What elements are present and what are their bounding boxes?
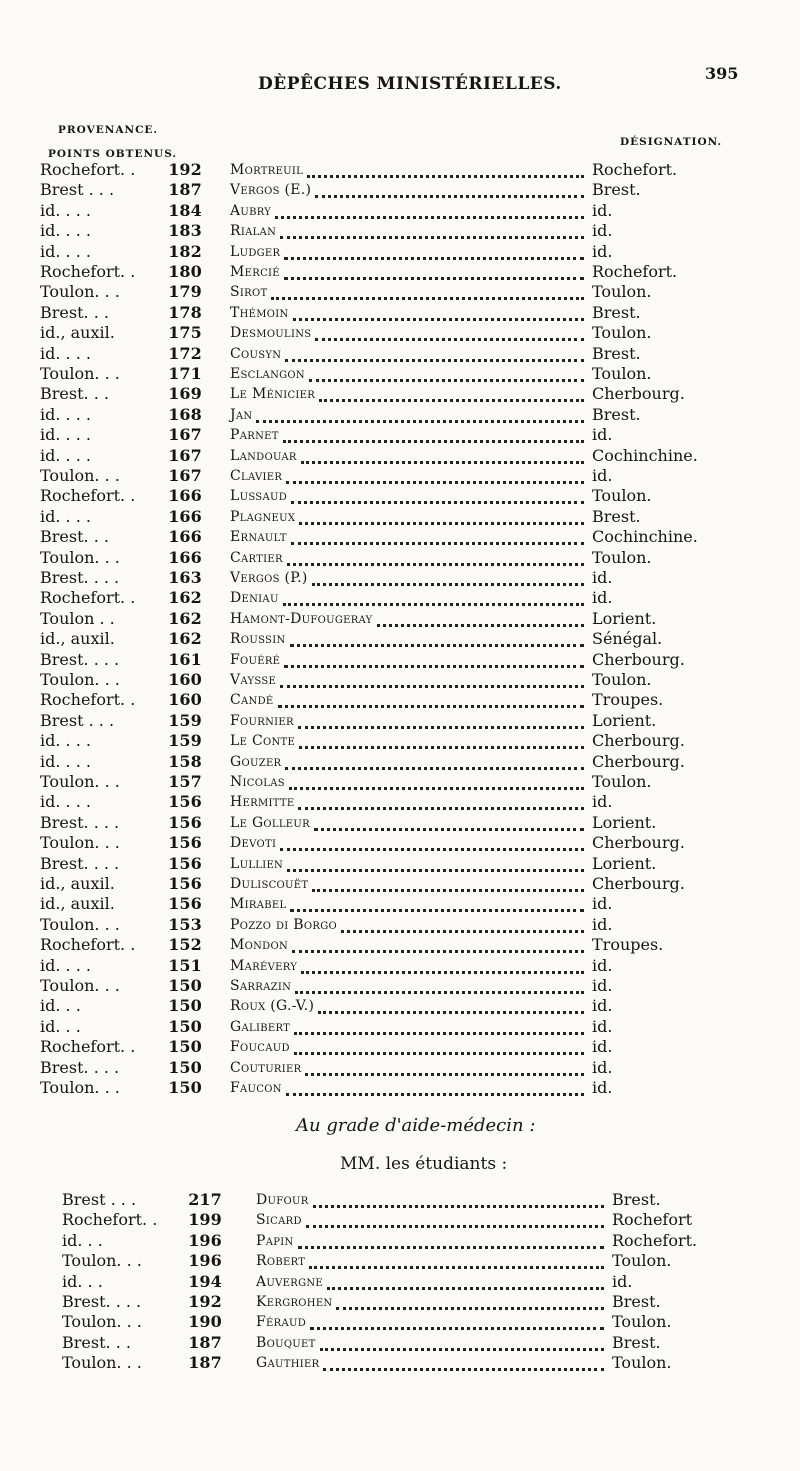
student-name: Couturier (230, 1059, 302, 1076)
provenance-text: id. . . . (40, 200, 91, 220)
points-value: 166 (168, 547, 202, 567)
provenance-text: Brest. . . . (40, 1057, 120, 1077)
points-value: 150 (168, 1016, 202, 1036)
student-name: Kergrohen (256, 1294, 333, 1310)
points-value: 162 (168, 588, 202, 608)
provenance-text: Toulon. . . (62, 1312, 142, 1332)
provenance-text: Brest. . . (40, 302, 109, 322)
designation-text: Rochefort. (612, 1230, 698, 1250)
points-value: 171 (168, 364, 202, 383)
student-name: Clavier (230, 468, 283, 484)
list-item (0, 1353, 800, 1373)
provenance-text: Toulon. . . (40, 1078, 120, 1097)
student-name: Aubry (230, 202, 272, 219)
provenance-text: Rochefort. . (40, 935, 136, 955)
designation-text: Troupes. (592, 935, 664, 955)
designation-text: Brest. (612, 1292, 661, 1311)
student-name: Parnet (230, 427, 279, 444)
designation-text: id. (592, 1078, 613, 1097)
student-name: Sarrazin (230, 978, 292, 994)
designation-text: Lorient. (592, 710, 657, 730)
designation-text: Toulon. (612, 1251, 672, 1271)
provenance-text: id. . . . (40, 404, 91, 424)
designation-text: Lorient. (592, 853, 657, 873)
provenance-text: Brest. . . . (40, 812, 120, 832)
designation-text: id. (592, 1037, 613, 1057)
points-value: 172 (168, 343, 202, 363)
student-name: Foucaud (230, 1039, 290, 1056)
points-value: 169 (168, 384, 202, 404)
points-value: 157 (168, 772, 202, 791)
designation-text: id. (592, 466, 613, 485)
designation-text: Brest. (592, 404, 641, 424)
student-name: Robert (256, 1253, 306, 1270)
provenance-text: id. . . . (40, 221, 91, 241)
points-value: 159 (168, 710, 202, 730)
provenance-text: id. . . . (40, 955, 91, 975)
designation-text: Cherbourg. (592, 731, 685, 751)
student-name: Le Conte (230, 733, 296, 750)
provenance-text: Toulon. . . (40, 670, 120, 689)
student-name: Devoti (230, 835, 277, 852)
provenance-text: id. . . . (40, 751, 91, 771)
provenance-text: Rochefort. . (62, 1210, 158, 1230)
designation-text: Brest. (592, 343, 641, 363)
designation-text: Toulon. (592, 547, 652, 567)
points-value: 166 (168, 527, 202, 547)
points-value: 156 (168, 894, 202, 914)
student-name: Dufour (256, 1192, 309, 1208)
points-value: 179 (168, 282, 202, 302)
section-subtitle: MM. les étudiants : (340, 1154, 508, 1174)
provenance-text: Brest. . . (40, 384, 109, 404)
designation-text: Brest. (592, 180, 641, 200)
student-name: Hermitte (230, 794, 295, 811)
provenance-text: id. . . . (40, 445, 91, 465)
designation-text: Brest. (592, 302, 641, 322)
student-name: Deniau (230, 590, 279, 607)
points-value: 187 (188, 1332, 222, 1352)
provenance-text: Brest . . . (40, 180, 115, 200)
points-value: 150 (168, 976, 202, 995)
provenance-text: Toulon . . (40, 608, 115, 628)
student-name: Roussin (230, 631, 286, 648)
column-header-designation: DÉSIGNATION. (620, 136, 723, 148)
points-value: 156 (168, 792, 202, 812)
designation-text: Brest. (592, 506, 641, 526)
designation-text: Toulon. (592, 282, 652, 302)
student-name: Thémoin (230, 304, 289, 321)
student-name: Sirot (230, 284, 268, 301)
points-value: 178 (168, 302, 202, 322)
provenance-text: id., auxil. (40, 323, 115, 343)
student-name: Lussaud (230, 488, 288, 505)
student-name: Pozzo di Borgo (230, 916, 337, 933)
points-value: 162 (168, 608, 202, 628)
column-header-points: POINTS OBTENUS. (48, 148, 178, 160)
designation-text: Cochinchine. (592, 445, 698, 465)
provenance-text: Rochefort. . (40, 160, 136, 179)
provenance-text: Toulon. . . (62, 1353, 142, 1373)
section-title: Au grade d'aide-médecin : (296, 1115, 536, 1136)
designation-text: id. (592, 568, 613, 587)
designation-text: id. (592, 792, 613, 812)
designation-text: Cochinchine. (592, 527, 698, 547)
designation-text: Rochefort. (592, 160, 678, 179)
designation-text: id. (592, 425, 613, 445)
designation-text: Sénégal. (592, 629, 663, 649)
points-value: 167 (168, 425, 202, 445)
student-name: Plagneux (230, 508, 296, 525)
points-value: 150 (168, 1057, 202, 1077)
student-name: Landouar (230, 447, 297, 464)
designation-text: id. (592, 200, 613, 220)
provenance-text: Brest. . . . (62, 1292, 142, 1311)
designation-text: id. (592, 894, 613, 914)
designation-text: Cherbourg. (592, 874, 685, 893)
designation-text: Toulon. (592, 364, 652, 383)
points-value: 150 (168, 996, 202, 1016)
designation-text: Cherbourg. (592, 649, 685, 669)
provenance-text: Brest . . . (62, 1190, 137, 1209)
points-value: 199 (188, 1210, 222, 1230)
student-name: Mercié (230, 264, 280, 280)
points-value: 163 (168, 568, 202, 587)
student-name: Cousyn (230, 345, 282, 362)
provenance-text: id. . . (62, 1230, 103, 1250)
designation-text: id. (592, 996, 613, 1016)
provenance-text: id. . . . (40, 241, 91, 261)
points-value: 192 (168, 160, 202, 179)
points-value: 161 (168, 649, 202, 669)
designation-text: id. (592, 588, 613, 608)
designation-text: Cherbourg. (592, 384, 685, 404)
student-name: Le Golleur (230, 814, 310, 831)
points-value: 156 (168, 812, 202, 832)
provenance-text: id. . . (62, 1271, 103, 1291)
student-name: Jan (230, 406, 253, 423)
provenance-text: Toulon. . . (40, 282, 120, 302)
points-value: 192 (188, 1292, 222, 1311)
list-item (0, 1078, 800, 1098)
student-name: Cartier (230, 549, 283, 566)
student-name: Nicolas (230, 774, 285, 790)
designation-text: id. (592, 1016, 613, 1036)
student-name: Gouzer (230, 753, 282, 770)
provenance-text: id. . . . (40, 425, 91, 445)
designation-text: Toulon. (592, 486, 652, 506)
student-name: Mortreuil (230, 162, 304, 178)
points-value: 194 (188, 1271, 222, 1291)
provenance-text: id. . . . (40, 731, 91, 751)
provenance-text: Brest. . . . (40, 853, 120, 873)
designation-text: id. (592, 221, 613, 241)
student-name: Mondon (230, 937, 289, 954)
points-value: 190 (188, 1312, 222, 1332)
points-value: 160 (168, 690, 202, 710)
dot-leader (323, 1348, 604, 1371)
designation-text: id. (592, 241, 613, 261)
student-name: Hamont-Dufougeray (230, 610, 373, 627)
provenance-text: Toulon. . . (40, 833, 120, 853)
student-name: Roux (G.-V.) (230, 998, 315, 1015)
provenance-text: Rochefort. . (40, 690, 136, 710)
provenance-text: id., auxil. (40, 874, 115, 893)
provenance-text: id. . . . (40, 506, 91, 526)
points-value: 180 (168, 262, 202, 281)
student-name: Fouéré (230, 651, 281, 668)
points-value: 183 (168, 221, 202, 241)
points-value: 151 (168, 955, 202, 975)
provenance-text: id., auxil. (40, 629, 115, 649)
points-value: 166 (168, 506, 202, 526)
points-value: 168 (168, 404, 202, 424)
provenance-text: Brest. . . . (40, 568, 120, 587)
designation-text: id. (612, 1271, 633, 1291)
points-value: 184 (168, 200, 202, 220)
column-header-provenance: PROVENANCE. (58, 124, 159, 136)
provenance-text: Toulon. . . (40, 976, 120, 995)
student-name: Fournier (230, 712, 294, 729)
points-value: 150 (168, 1037, 202, 1057)
points-value: 152 (168, 935, 202, 955)
page-number: 395 (705, 64, 739, 83)
designation-text: Rochefort (612, 1210, 693, 1230)
designation-text: id. (592, 976, 613, 995)
provenance-text: Brest . . . (40, 710, 115, 730)
designation-text: Toulon. (592, 772, 652, 791)
student-name: Vergos (E.) (230, 182, 312, 199)
student-name: Candé (230, 692, 274, 709)
designation-text: Cherbourg. (592, 751, 685, 771)
designation-text: Toulon. (612, 1353, 672, 1373)
points-value: 175 (168, 323, 202, 343)
designation-text: Lorient. (592, 608, 657, 628)
student-name: Duliscouët (230, 876, 309, 892)
provenance-text: Rochefort. . (40, 588, 136, 608)
student-name: Papin (256, 1232, 294, 1249)
points-value: 153 (168, 914, 202, 934)
provenance-text: Rochefort. . (40, 262, 136, 281)
designation-text: id. (592, 955, 613, 975)
designation-text: Toulon. (592, 323, 652, 343)
provenance-text: id. . . (40, 996, 81, 1016)
student-name: Ernault (230, 529, 287, 546)
student-name: Rialan (230, 223, 277, 240)
student-name: Auvergne (256, 1273, 324, 1290)
points-value: 182 (168, 241, 202, 261)
provenance-text: Brest. . . (40, 527, 109, 547)
student-name: Esclangon (230, 366, 305, 382)
student-name: Mirabel (230, 896, 287, 913)
provenance-text: Brest. . . . (40, 649, 120, 669)
provenance-text: Brest. . . (62, 1332, 131, 1352)
student-name: Le Ménicier (230, 386, 316, 403)
points-value: 196 (188, 1251, 222, 1271)
points-value: 156 (168, 833, 202, 853)
points-value: 150 (168, 1078, 202, 1097)
student-name: Marévery (230, 957, 298, 974)
points-value: 166 (168, 486, 202, 506)
provenance-text: Toulon. . . (40, 772, 120, 791)
student-name: Gauthier (256, 1355, 320, 1372)
designation-text: id. (592, 1057, 613, 1077)
points-value: 162 (168, 629, 202, 649)
designation-text: Cherbourg. (592, 833, 685, 853)
student-name: Desmoulins (230, 325, 312, 342)
provenance-text: Toulon. . . (40, 914, 120, 934)
points-value: 156 (168, 874, 202, 893)
provenance-text: id. . . (40, 1016, 81, 1036)
designation-text: Brest. (612, 1190, 661, 1209)
student-name: Vaysse (230, 672, 277, 688)
provenance-text: id. . . . (40, 792, 91, 812)
designation-text: Brest. (612, 1332, 661, 1352)
points-value: 158 (168, 751, 202, 771)
dot-leader (286, 1073, 584, 1096)
student-name: Lullien (230, 855, 284, 872)
student-name: Sicard (256, 1212, 302, 1229)
provenance-text: Toulon. . . (40, 547, 120, 567)
provenance-text: Rochefort. . (40, 486, 136, 506)
points-value: 217 (188, 1190, 222, 1209)
designation-text: id. (592, 914, 613, 934)
points-value: 160 (168, 670, 202, 689)
designation-text: Toulon. (612, 1312, 672, 1332)
provenance-text: Rochefort. . (40, 1037, 136, 1057)
points-value: 159 (168, 731, 202, 751)
page-title: DÈPÊCHES MINISTÉRIELLES. (258, 74, 562, 94)
provenance-text: Toulon. . . (40, 466, 120, 485)
student-name: Ludger (230, 243, 281, 260)
student-name: Vergos (P.) (230, 570, 308, 586)
student-name: Bouquet (256, 1334, 316, 1351)
designation-text: Rochefort. (592, 262, 678, 281)
provenance-text: id. . . . (40, 343, 91, 363)
points-value: 167 (168, 445, 202, 465)
student-name: Féraud (256, 1314, 307, 1331)
points-value: 187 (168, 180, 202, 200)
provenance-text: Toulon. . . (40, 364, 120, 383)
points-value: 196 (188, 1230, 222, 1250)
designation-text: Lorient. (592, 812, 657, 832)
designation-text: Toulon. (592, 670, 652, 689)
points-value: 187 (188, 1353, 222, 1373)
student-name: Galibert (230, 1018, 291, 1035)
points-value: 156 (168, 853, 202, 873)
designation-text: Troupes. (592, 690, 664, 710)
provenance-text: id., auxil. (40, 894, 115, 914)
points-value: 167 (168, 466, 202, 485)
student-name: Faucon (230, 1080, 282, 1096)
provenance-text: Toulon. . . (62, 1251, 142, 1271)
